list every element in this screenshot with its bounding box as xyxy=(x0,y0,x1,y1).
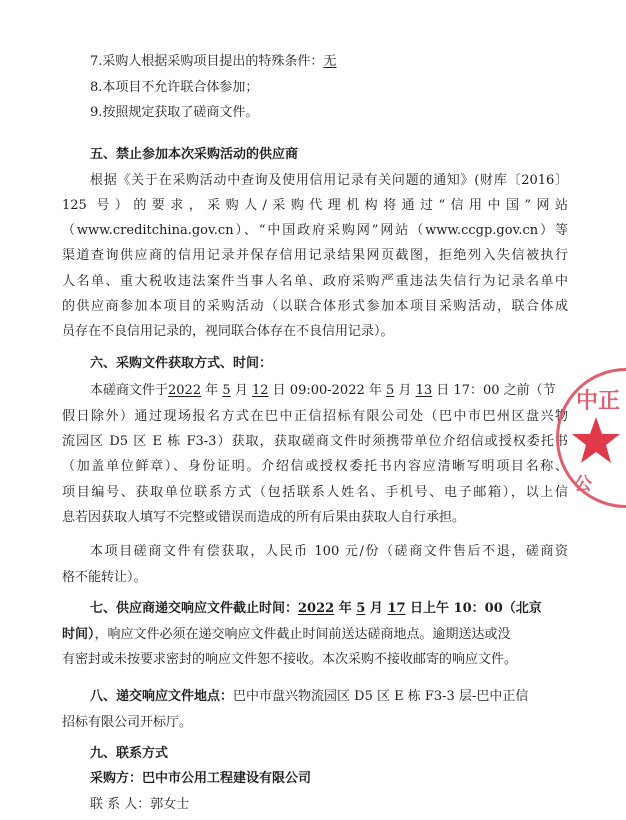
section-6-line-4: （加盖单位鲜章）、身份证明。介绍信或授权委托书内容应清晰写明项目名称、 xyxy=(62,459,568,474)
deadline-month: 5 xyxy=(356,601,366,616)
section-7-line-3: 有密封或未按要求密封的响应文件恕不接收。本次采购不接收邮寄的响应文件。 xyxy=(62,652,518,667)
section-5-line-3: （www.creditchina.gov.cn）、“中国政府采购网”网站（www.ccgp.gov.cn）等 xyxy=(62,223,568,238)
section-6-line-3: 流园区 D5 区 E 栋 F3-3）获取，获取磋商文件时须携带单位介绍信或授权委托书 xyxy=(62,434,568,449)
section-8-line-1: 八、递交响应文件地点：巴中市盘兴物流园区 D5 区 E 栋 F3-3 层-巴中正信 xyxy=(90,689,529,704)
section-7-heading: 七、供应商递交响应文件截止时间：2022 年 5 月 17 日上午 10：00（北京 xyxy=(90,601,542,616)
get-start-month: 5 xyxy=(222,383,231,398)
section-5-line-6: 的供应商参加本项目的采购活动（以联合体形式参加本项目采购活动，联合体成 xyxy=(62,299,568,314)
seal-text-top: 中正 xyxy=(576,388,621,414)
item-8: 8.本项目不允许联合体参加； xyxy=(90,80,259,95)
section-5-line-5: 人名单、重大税收违法案件当事人名单、政府采购严重违法失信行为记录名单中 xyxy=(62,274,568,289)
seal-text-bottom: 公 xyxy=(574,474,592,495)
section-6-line-6: 息若因获取人填写不完整或错误而造成的所有后果由获取人自行承担。 xyxy=(62,510,466,525)
section-7-line-2: 时间），响应文件必须在递交响应文件截止时间前送达磋商地点。逾期送达或没 xyxy=(62,627,511,642)
star-icon xyxy=(570,415,622,465)
get-end-month: 5 xyxy=(386,383,395,398)
contact-line: 联 系 人：郭女士 xyxy=(90,797,190,812)
section-6-line-7: 本项目磋商文件有偿获取，人民币 100 元/份（磋商文件售后不退，磋商资 xyxy=(90,544,568,559)
section-6-line-8: 格不能转让）。 xyxy=(62,570,147,585)
item-9: 9.按照规定获取了磋商文件。 xyxy=(90,105,259,120)
section-6-heading: 六、采购文件获取方式、时间： xyxy=(90,356,273,371)
section-5-line-1: 根据《关于在采购活动中查询及使用信用记录有关问题的通知》(财库〔2016〕 xyxy=(90,173,568,188)
section-9-heading: 九、联系方式 xyxy=(90,746,169,761)
get-start-year: 2022 xyxy=(168,383,202,398)
get-end-day: 13 xyxy=(415,383,433,398)
deadline-year: 2022 xyxy=(298,601,335,616)
section-6-line-2: 假日除外）通过现场报名方式在巴中正信招标有限公司处（巴中市巴州区盘兴物 xyxy=(62,409,568,424)
item-7: 7.采购人根据采购项目提出的特殊条件：无 xyxy=(90,54,337,69)
section-5-line-2: 125 号）的要求，采购人/采购代理机构将通过“信用中国”网站 xyxy=(62,198,568,213)
section-5-line-4: 渠道查询供应商的信用记录并保存信用记录结果网页截图，拒绝列入失信被执行 xyxy=(62,248,568,263)
section-8-line-2: 招标有限公司开标厅。 xyxy=(62,715,193,730)
section-5-line-7: 员存在不良信用记录的，视同联合体存在不良信用记录）。 xyxy=(62,324,394,339)
section-8-heading: 八、递交响应文件地点： xyxy=(90,689,234,704)
get-start-day: 12 xyxy=(251,383,269,398)
section-6-line-1: 本磋商文件于2022 年 5 月 12 日 09:00-2022 年 5 月 13 日 17：00 之前（节 xyxy=(90,383,556,398)
buyer-line: 采购方：巴中市公用工程建设有限公司 xyxy=(90,771,312,786)
section-6-line-5: 项目编号、获取单位联系方式（包括联系人姓名、手机号、电子邮箱），以上信 xyxy=(62,485,568,500)
section-5-heading: 五、禁止参加本次采购活动的供应商 xyxy=(90,147,299,162)
item-7-value: 无 xyxy=(323,54,337,69)
deadline-day: 17 xyxy=(387,601,406,616)
